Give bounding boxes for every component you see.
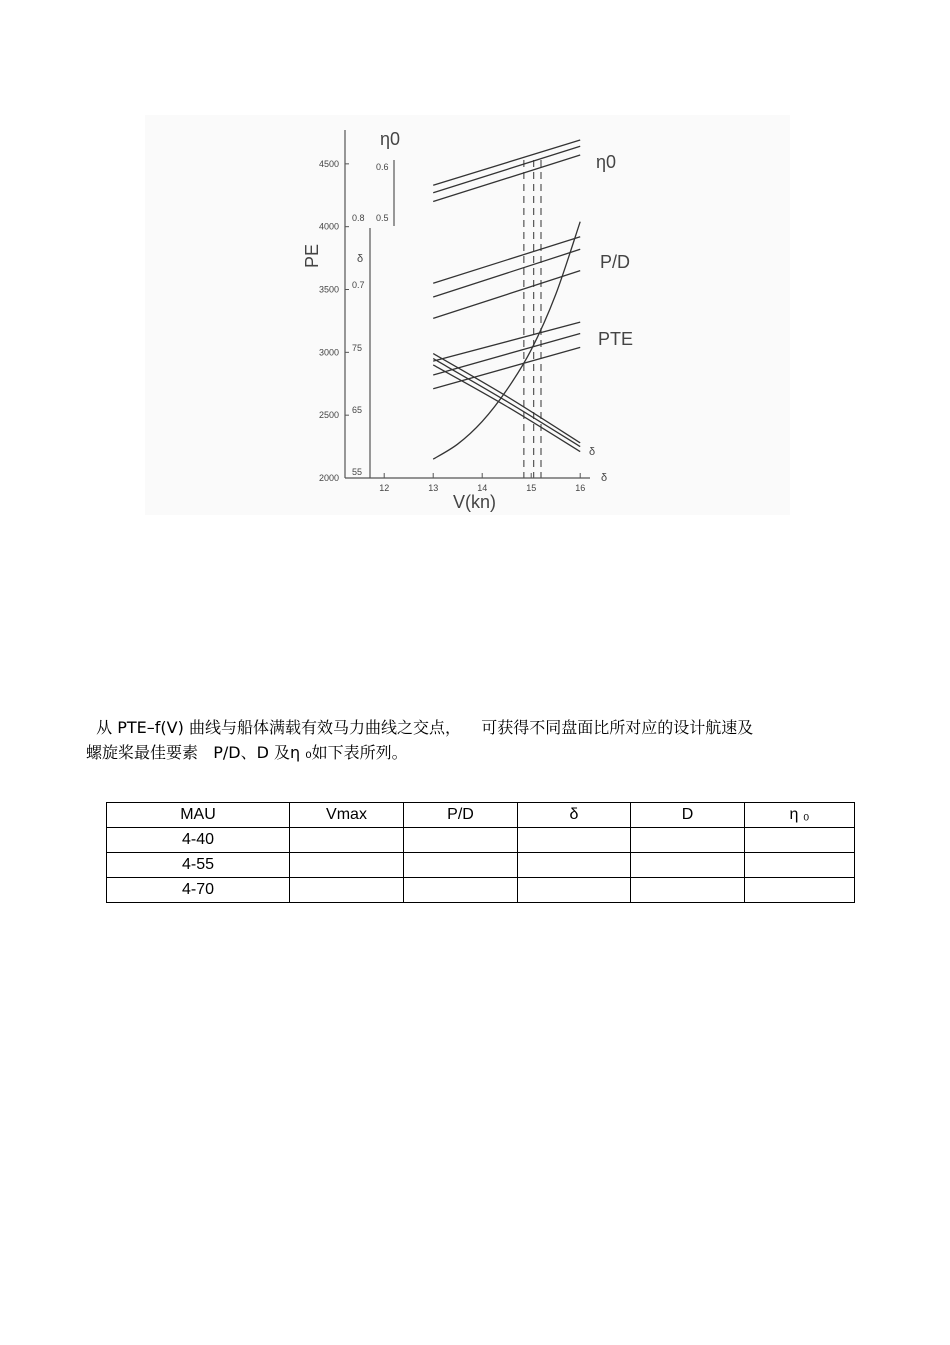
delta-axis-label: δ xyxy=(357,253,364,265)
table-cell: 4-55 xyxy=(107,853,290,878)
table-cell xyxy=(631,853,745,878)
pe-axis-label: PE xyxy=(302,243,322,268)
table-cell xyxy=(290,853,404,878)
propeller-design-chart xyxy=(0,0,950,530)
table-row xyxy=(107,828,855,853)
curve-label-eta: η0 xyxy=(596,152,617,172)
table-cell xyxy=(631,828,745,853)
curve-label-pd: P/D xyxy=(600,252,631,272)
x-tick-label-12: 12 xyxy=(379,483,390,493)
table-cell xyxy=(290,878,404,903)
pe-tick-label-3000: 3000 xyxy=(318,347,339,358)
table-cell xyxy=(518,878,631,903)
delta-tick-07: 0.7 xyxy=(352,280,365,290)
header-delta: δ xyxy=(518,803,631,828)
x-tick-label-16: 16 xyxy=(575,483,586,493)
eta-tick-05: 0.5 xyxy=(376,213,389,223)
table-cell xyxy=(404,878,518,903)
delta-tick-08: 0.8 xyxy=(352,213,365,223)
header-mau: MAU xyxy=(107,803,290,828)
delta-tick-65: 65 xyxy=(352,405,363,415)
table-cell xyxy=(518,853,631,878)
pe-tick-label-4000: 4000 xyxy=(318,221,339,232)
curve-label-pte: PTE xyxy=(598,329,634,349)
delta-tick-75: 75 xyxy=(352,343,363,353)
table-cell xyxy=(404,828,518,853)
x-tick-label-15: 15 xyxy=(526,483,537,493)
pe-tick-label-2500: 2500 xyxy=(318,410,339,421)
x-tick-label-13: 13 xyxy=(428,483,439,493)
header-pd: P/D xyxy=(404,803,518,828)
table-cell xyxy=(290,828,404,853)
table-cell xyxy=(745,878,855,903)
table-cell xyxy=(404,853,518,878)
table-cell xyxy=(631,878,745,903)
eta-axis-label: η0 xyxy=(380,129,401,149)
pe-tick-label-4500: 4500 xyxy=(318,158,339,169)
pe-tick-label-3500: 3500 xyxy=(318,284,339,295)
x-axis-label: V(kn) xyxy=(453,492,497,512)
delta-tick-55: 55 xyxy=(352,467,363,477)
table-header-row xyxy=(107,803,855,828)
table-cell xyxy=(518,828,631,853)
eta-tick-06: 0.6 xyxy=(376,162,389,172)
pe-tick-label-2000: 2000 xyxy=(318,473,339,483)
header-eta: η ₀ xyxy=(745,803,855,828)
header-d: D xyxy=(631,803,745,828)
propeller-elements-table xyxy=(106,802,855,903)
paragraph-line-2: 螺旋桨最佳要素 P/D、D 及η ₀如下表所列。 xyxy=(86,743,408,762)
header-vmax: Vmax xyxy=(290,803,404,828)
paragraph-line-1: 从 PTE–f(V) 曲线与船体满载有效马力曲线之交点， 可获得不同盘面比所对应的设计航速及 xyxy=(86,718,754,737)
table-cell: 4-70 xyxy=(107,878,290,903)
x-tick-label-14: 14 xyxy=(477,483,488,493)
curve-label-delta-1: δ xyxy=(589,446,596,458)
table-cell xyxy=(745,853,855,878)
table-cell xyxy=(745,828,855,853)
table-row xyxy=(107,878,855,903)
curve-label-delta-2: δ xyxy=(601,472,608,484)
table-row xyxy=(107,853,855,878)
table-cell: 4-40 xyxy=(107,828,290,853)
